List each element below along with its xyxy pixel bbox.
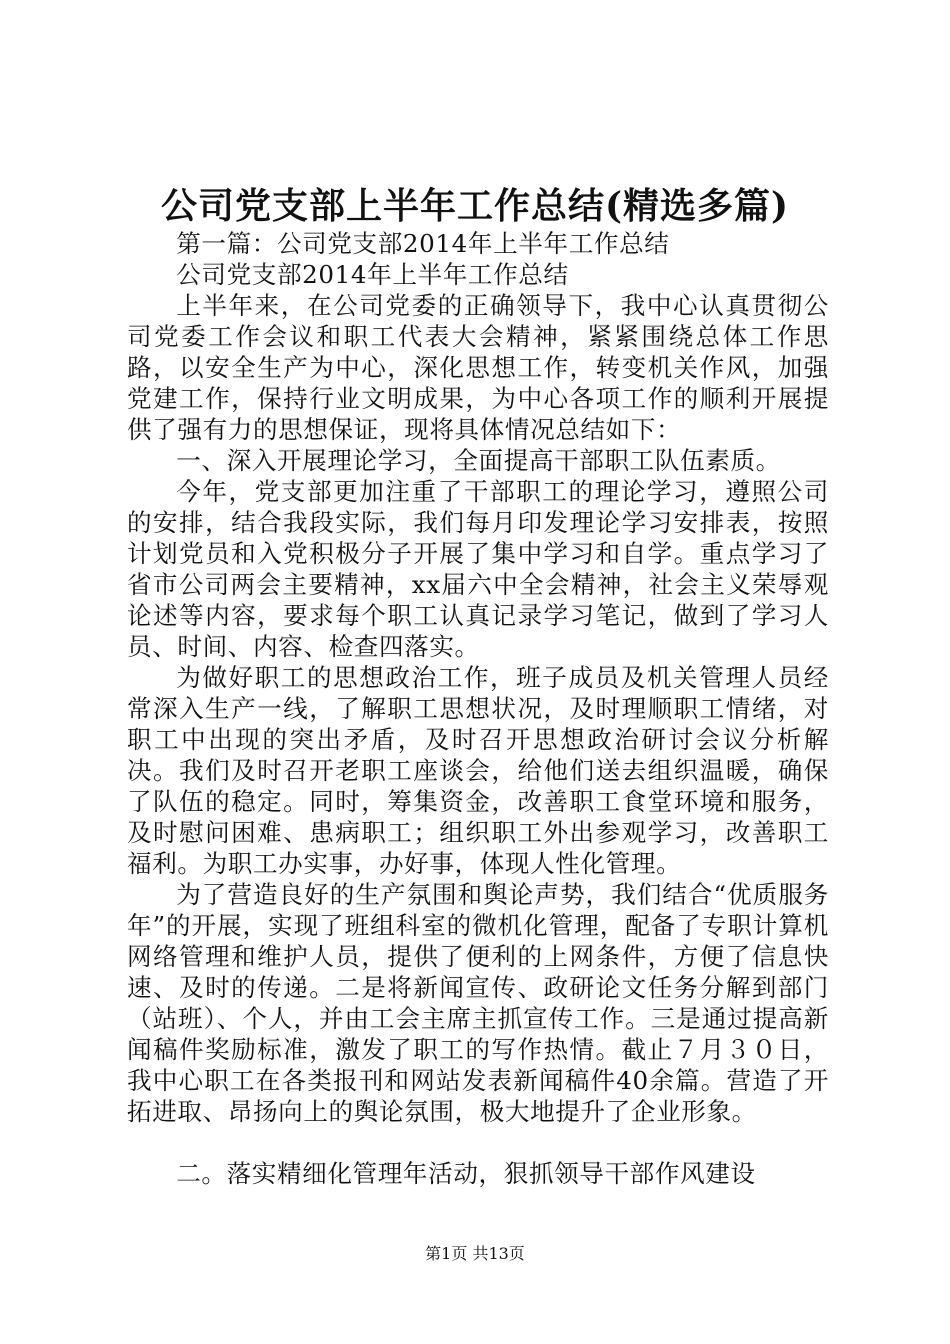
paragraph-intro: 上半年来，在公司党委的正确领导下，我中心认真贯彻公司党委工作会议和职工代表大会精神，紧紧围绕总体工作思路，以安全生产为中心，深化思想工作，转变机关作风，加强党建工作，保持行业文明成果，为中心各项工作的顺利开展提供了强有力的思想保证，现将具体情况总结如下： bbox=[127, 291, 829, 444]
document-body bbox=[127, 228, 829, 1189]
paragraph-study: 今年，党支部更加注重了干部职工的理论学习，遵照公司的安排，结合我段实际，我们每月印发理论学习安排表，按照计划党员和入党积极分子开展了集中学习和自学。重点学习了省市公司两会主要精神，xx届六中全会精神，社会主义荣辱观论述等内容，要求每个职工认真记录学习笔记，做到了学习人员、时间、内容、检查四落实。 bbox=[127, 477, 829, 661]
section-heading-first: 第一篇：公司党支部2014年上半年工作总结 bbox=[176, 229, 670, 258]
page-footer: 第1页 共13页 bbox=[425, 1244, 525, 1263]
subtitle: 公司党支部2014年上半年工作总结 bbox=[176, 260, 569, 289]
paragraph-political-work: 为做好职工的思想政治工作，班子成员及机关管理人员经常深入生产一线，了解职工思想状况，及时理顺职工情绪，对职工中出现的突出矛盾，及时召开思想政治研讨会议分析解决。我们及时召开老职工座谈会，给他们送去组织温暖，确保了队伍的稳定。同时，筹集资金，改善职工食堂环境和服务，及时慰问困难、患病职工；组织职工外出参观学习，改善职工福利。为职工办实事，办好事，体现人性化管理。 bbox=[127, 663, 829, 878]
section-heading-2: 二。落实精细化管理年活动，狠抓领导干部作风建设 bbox=[176, 1159, 756, 1188]
document-title: 公司党支部上半年工作总结(精选多篇) bbox=[160, 185, 790, 227]
paragraph-publicity: 为了营造良好的生产氛围和舆论声势，我们结合“优质服务年”的开展，实现了班组科室的微机化管理，配备了专职计算机网络管理和维护人员，提供了便利的上网条件，方便了信息快速、及时的传递。二是将新闻宣传、政研论文任务分解到部门（站班）、个人，并由工会主席主抓宣传工作。三是通过提高新闻稿件奖励标准，激发了职工的写作热情。截止７月３０日，我中心职工在各类报刊和网站发表新闻稿件40余篇。营造了开拓进取、昂扬向上的舆论氛围，极大地提升了企业形象。 bbox=[127, 880, 829, 1126]
section-heading-1: 一、深入开展理论学习，全面提高干部职工队伍素质。 bbox=[176, 446, 781, 475]
